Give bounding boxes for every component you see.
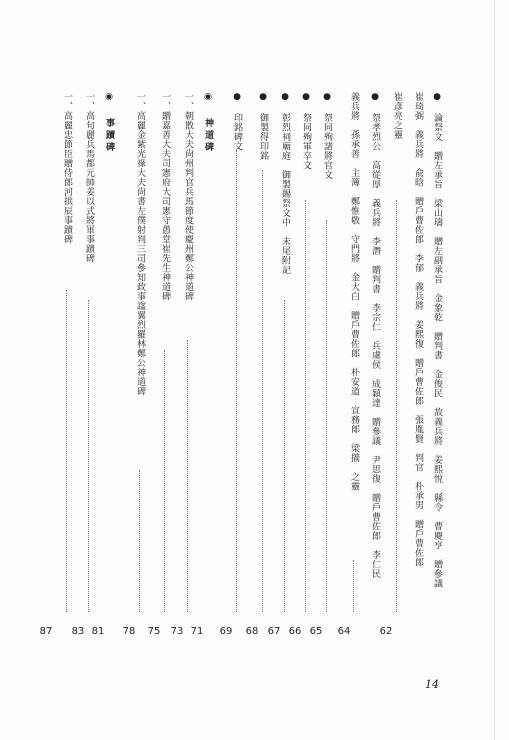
- leader-dots-7: [236, 150, 237, 612]
- toc-entry-14: 一、高麗金紫光祿大夫尙書左僕射判三司參知政事諡翼烈羅林鄭公神道碑: [135, 92, 145, 396]
- page-number-3: 65: [309, 626, 323, 637]
- toc-entry-13: 一、贈嘉善大夫司憲府大司憲守愚堂崔先生神道碑: [160, 92, 170, 301]
- toc-entry-7: ● 祭同殉軍卒文: [301, 92, 311, 170]
- page-number-14: 87: [39, 626, 53, 637]
- toc-entry-5: 義兵將 孫承善 主簿 鄭惟敬 守門將 金大白 贈戶曹佐郎 朴安道 宣務郞 梁擶 之靈: [349, 92, 359, 491]
- leader-dots-9: [164, 350, 165, 612]
- page-number-12: 81: [91, 626, 105, 637]
- leader-dots-4: [305, 200, 306, 612]
- toc-entry-15: ◉ 事蹟碑: [104, 92, 114, 154]
- toc-entry-3: 崔彥亮之靈: [392, 92, 402, 140]
- toc-entry-2: 崔琦弼 義兵將 兪晗 贈戶曹佐郎 李郁 義兵將 姜熙復 贈戶曹佐郎 張胤賢 判官 朴承男 贈戶曹佐郎: [413, 92, 423, 567]
- leader-dots-11: [88, 300, 89, 612]
- toc-entry-6: ● 祭同殉諸將官文: [322, 92, 332, 180]
- page-edge: [494, 0, 495, 740]
- leader-dots-1: [396, 200, 397, 612]
- toc-entry-17: 一、高麗忠節臣贈侍郎河拱辰事蹟碑: [62, 92, 72, 244]
- toc-entry-10: ● 印銘碑文: [232, 92, 242, 151]
- page-number-5: 67: [267, 626, 281, 637]
- toc-entry-11: ◉ 神道碑: [203, 92, 213, 154]
- leader-dots-2: [353, 560, 354, 612]
- leader-dots-6: [262, 170, 263, 612]
- folio-number: 14: [425, 678, 439, 691]
- page-number-1: 62: [379, 626, 393, 637]
- page-number-4: 66: [288, 626, 302, 637]
- page-number-11: 78: [122, 626, 136, 637]
- page-number-8: 71: [190, 626, 204, 637]
- page-number-2: 64: [337, 626, 351, 637]
- toc-entry-16: 一、高句麗兵馬都元帥姜以式將軍事蹟碑: [84, 92, 94, 263]
- toc-entry-4: ● 祭孝烈公 高從厚 義兵將 李潛 贈判書 李宗仁 兵虞侯 成穎達 贈參議 尹思復 贈戶曹佐郎 李仁民: [370, 92, 380, 579]
- leader-dots-5: [284, 300, 285, 612]
- leader-dots-3: [326, 220, 327, 612]
- leader-dots-8: [187, 340, 188, 612]
- toc-entry-1: ● 論祭文 贈左承旨 梁山璹 贈左副承旨 金象乾 贈判書 金俊民 故義兵將 姜熙悅 縣令 曹慶亨 贈參議: [432, 92, 442, 588]
- leader-dots-10: [139, 470, 140, 612]
- page-number-6: 68: [245, 626, 259, 637]
- toc-entry-12: 一、朝散大夫尙州判官兵馬節度使慶州鄭公神道碑: [183, 92, 193, 301]
- leader-dots-12: [66, 290, 67, 612]
- page-number-9: 73: [170, 626, 184, 637]
- toc-entry-9: ● 御製得印銘: [258, 92, 268, 161]
- page-number-7: 69: [219, 626, 233, 637]
- toc-entry-8: ● 彰烈祠廟庭 御製賜祭文中 末尾附記: [280, 92, 290, 275]
- page-number-13: 83: [71, 626, 85, 637]
- page-number-10: 75: [147, 626, 161, 637]
